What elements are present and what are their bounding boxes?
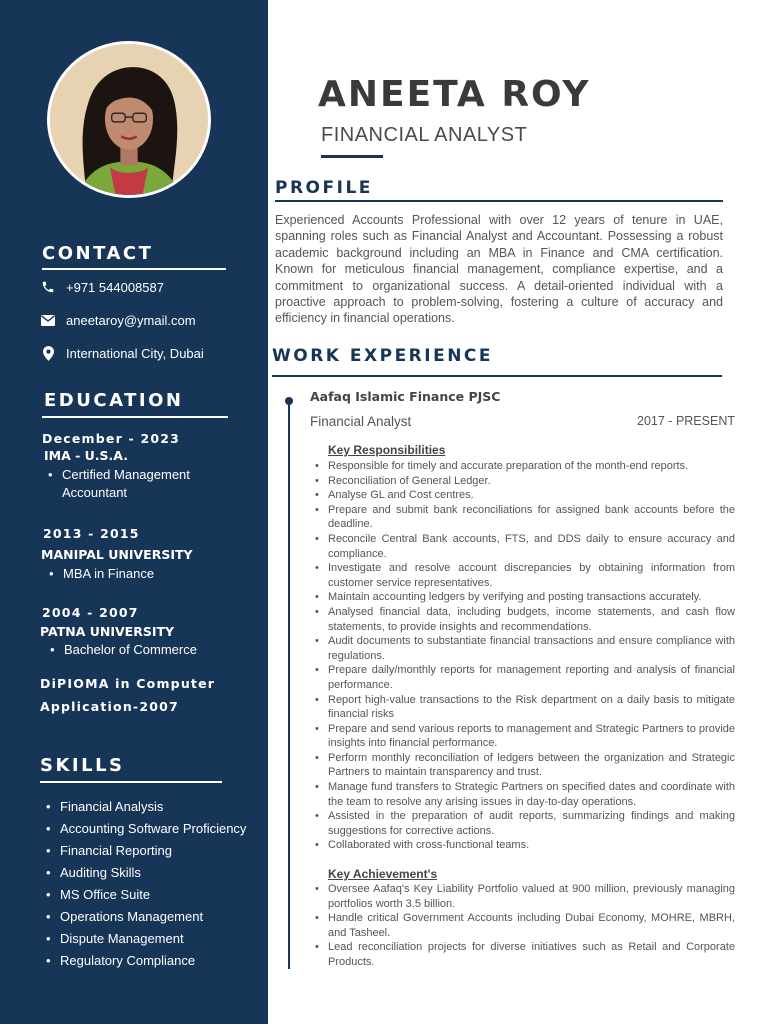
contact-heading: CONTACT xyxy=(42,243,154,264)
email-address: aneetaroy@ymail.com xyxy=(66,312,196,328)
list-item: • Investigate and resolve account discrepancies by obtaining information from customer service representatives. xyxy=(328,561,735,590)
contact-email xyxy=(40,312,196,328)
list-item: • Analyse GL and Cost centres. xyxy=(328,488,735,503)
map-pin-icon xyxy=(40,345,56,361)
list-item: • Responsible for timely and accurate preparation of the month-end reports. xyxy=(328,459,735,474)
skill-item: • Financial Analysis xyxy=(60,796,246,818)
list-item: • Analysed financial data, including budgets, income statements, and cash flow statements, to provide insights and recommendations. xyxy=(328,605,735,634)
education-institution: PATNA UNIVERSITY xyxy=(40,624,175,639)
contact-divider xyxy=(42,268,226,270)
location-text: International City, Dubai xyxy=(66,345,204,361)
timeline-dot xyxy=(285,397,293,405)
education-heading: EDUCATION xyxy=(44,390,184,411)
education-detail: • MBA in Finance xyxy=(63,565,154,583)
profile-summary: Experienced Accounts Professional with over 12 years of tenure in UAE, spanning roles such as Financial Analyst and Accountant. Possessing a robust academic background including an MBA in Finance and CMA certification. Known for meticulous financial management, compliance expertise, and a commitment to organizational success. A detail-oriented individual with a proactive approach to problem-solving, fostering a culture of accuracy and efficiency in financial operations. xyxy=(275,213,723,326)
education-date: December - 2023 xyxy=(42,431,181,446)
job-title: Financial Analyst xyxy=(310,414,412,429)
skills-divider xyxy=(40,781,222,783)
candidate-name: ANEETA ROY xyxy=(318,74,591,115)
education-date: 2013 - 2015 xyxy=(43,526,140,541)
list-item: • Reconcile Central Bank accounts, FTS, and DDS daily to ensure accuracy and compliance. xyxy=(328,532,735,561)
sidebar xyxy=(0,0,268,1024)
work-experience-divider xyxy=(272,375,722,377)
contact-location xyxy=(40,345,204,361)
responsibilities-list xyxy=(328,459,735,853)
envelope-icon xyxy=(40,312,56,328)
list-item: • Maintain accounting ledgers by verifying and posting transactions accurately. xyxy=(328,590,735,605)
profile-divider xyxy=(275,200,723,202)
role-underline xyxy=(321,155,383,158)
candidate-role: FINANCIAL ANALYST xyxy=(321,124,528,146)
list-item: • Reconciliation of General Ledger. xyxy=(328,474,735,489)
contact-phone xyxy=(40,279,164,295)
achievements-list xyxy=(328,882,735,970)
list-item: • Perform monthly reconciliation of ledgers between the organization and Strategic Partners to maintain transparency and trust. xyxy=(328,751,735,780)
list-item: • Audit documents to substantiate financial transactions and ensure compliance with regulations. xyxy=(328,634,735,663)
portrait-image xyxy=(50,44,208,195)
skill-item: • Dispute Management xyxy=(60,928,246,950)
education-divider xyxy=(42,416,228,418)
skill-item: • Operations Management xyxy=(60,906,246,928)
skills-list xyxy=(60,796,246,972)
work-experience-heading: WORK EXPERIENCE xyxy=(272,346,494,366)
job-dates: 2017 - PRESENT xyxy=(637,414,735,428)
list-item: • Lead reconciliation projects for diverse initiatives such as Retail and Corporate Products. xyxy=(328,940,735,969)
skill-item: • Auditing Skills xyxy=(60,862,246,884)
diploma-line: DiPIOMA in Computer xyxy=(40,676,216,691)
phone-icon xyxy=(40,279,56,295)
responsibilities-heading: Key Responsibilities xyxy=(328,443,446,457)
list-item: • Prepare and send various reports to management and Strategic Partners to provide insights into financial performance. xyxy=(328,722,735,751)
phone-number: +971 544008587 xyxy=(66,279,164,295)
education-detail: • Bachelor of Commerce xyxy=(64,641,197,659)
education-detail: • Certified Management Accountant xyxy=(62,466,190,502)
list-item: • Report high-value transactions to the Risk department on a daily basis to mitigate financial risks xyxy=(328,693,735,722)
skills-heading: SKILLS xyxy=(40,755,125,776)
list-item: • Assisted in the preparation of audit reports, summarizing findings and making suggestions for corrective actions. xyxy=(328,809,735,838)
skill-item: • MS Office Suite xyxy=(60,884,246,906)
skill-item: • Accounting Software Proficiency xyxy=(60,818,246,840)
list-item: • Manage fund transfers to Strategic Partners on specified dates and coordinate with the team to resolve any arising issues in day-to-day operations. xyxy=(328,780,735,809)
list-item: • Collaborated with cross-functional teams. xyxy=(328,838,735,853)
company-name: Aafaq Islamic Finance PJSC xyxy=(310,389,501,404)
education-institution: MANIPAL UNIVERSITY xyxy=(41,547,193,562)
timeline-line xyxy=(288,402,290,969)
skill-item: • Financial Reporting xyxy=(60,840,246,862)
list-item: • Prepare daily/monthly reports for management reporting and analysis of financial performance. xyxy=(328,663,735,692)
profile-photo xyxy=(47,41,211,198)
profile-heading: PROFILE xyxy=(275,178,373,198)
education-date: 2004 - 2007 xyxy=(42,605,139,620)
diploma-line: Application-2007 xyxy=(40,699,179,714)
achievements-heading: Key Achievement's xyxy=(328,867,438,881)
skill-item: • Regulatory Compliance xyxy=(60,950,246,972)
list-item: • Oversee Aafaq's Key Liability Portfolio valued at 900 million, previously managing portfolios worth 3.5 billion. xyxy=(328,882,735,911)
list-item: • Handle critical Government Accounts including Dubai Economy, MOHRE, MBRH, and Tasheel. xyxy=(328,911,735,940)
list-item: • Prepare and submit bank reconciliations for assigned bank accounts before the deadline. xyxy=(328,503,735,532)
education-institution: IMA - U.S.A. xyxy=(44,448,128,463)
